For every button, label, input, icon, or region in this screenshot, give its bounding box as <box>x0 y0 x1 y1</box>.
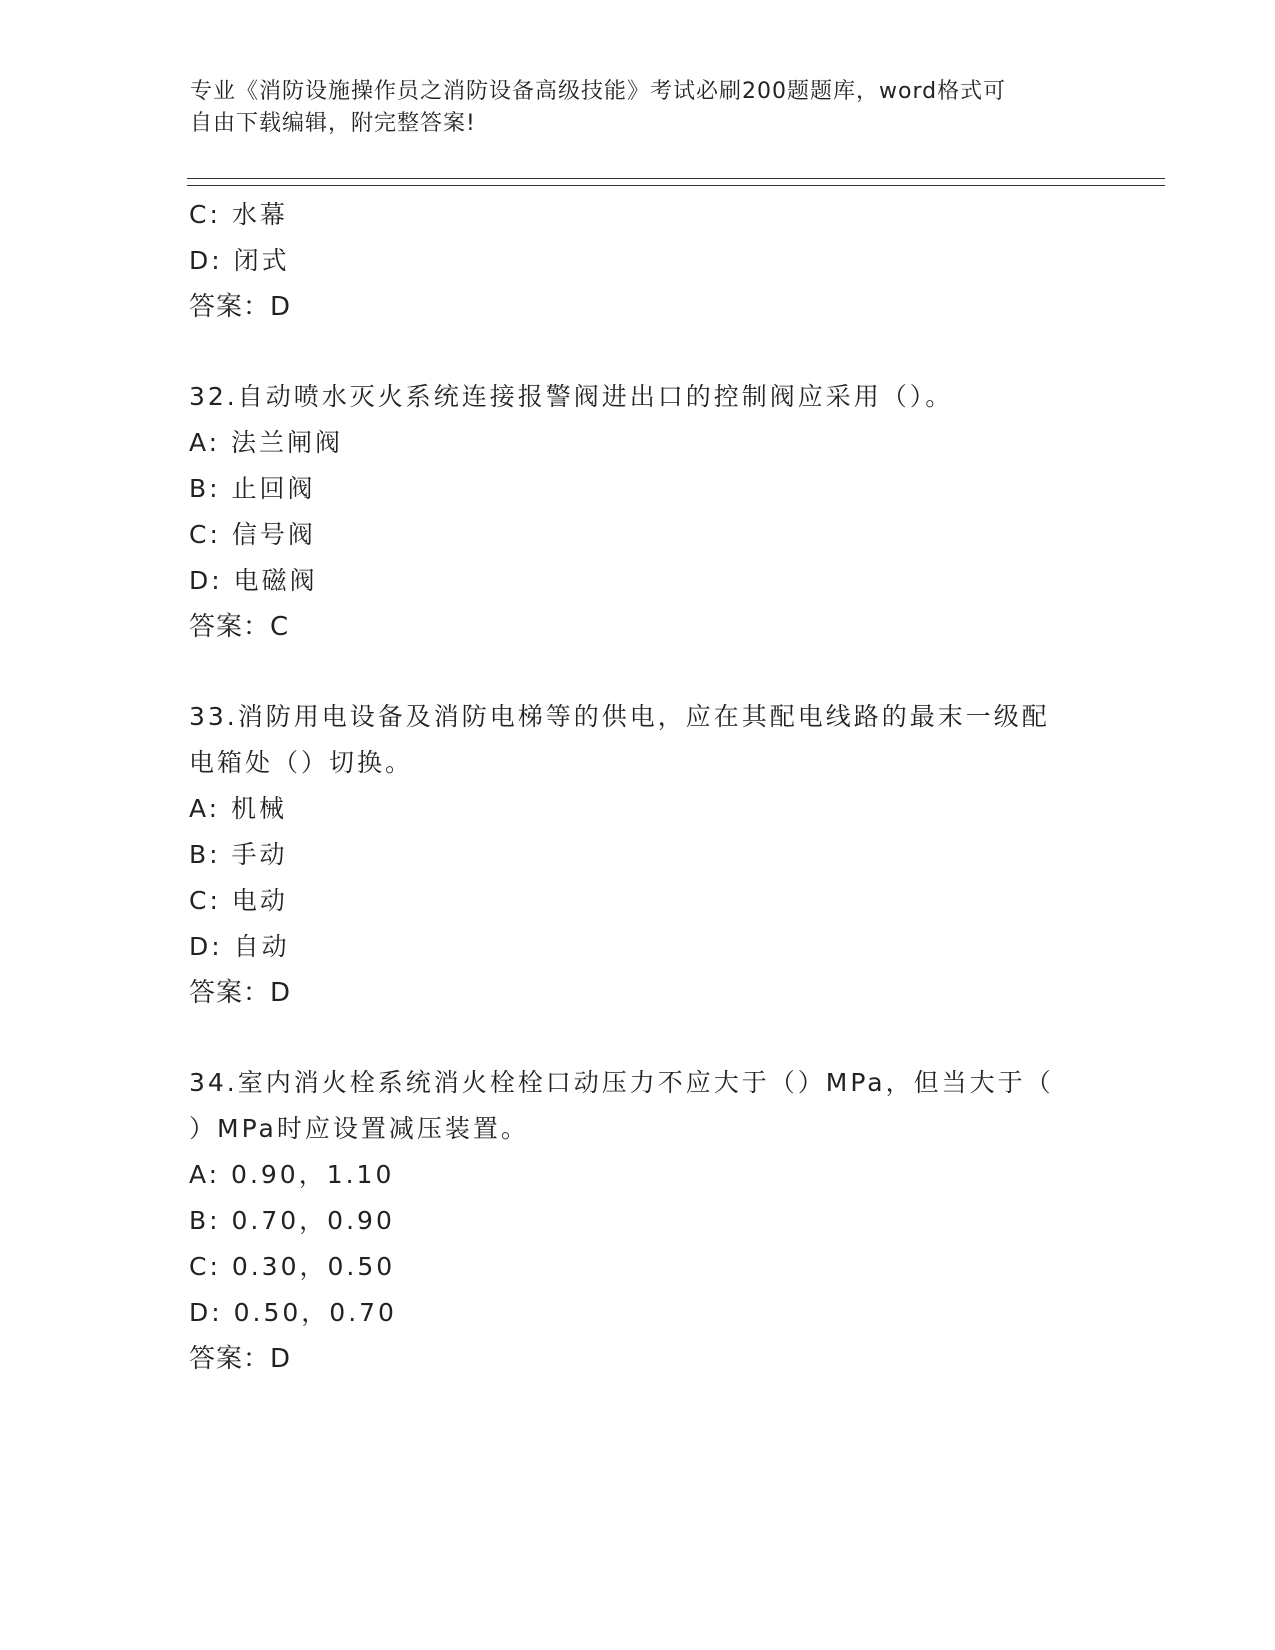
answer-line: 答案：D <box>189 292 292 322</box>
question-32 <box>189 374 1089 650</box>
question-33 <box>189 694 1089 1016</box>
option-d: D: 电磁阀 <box>189 566 318 595</box>
question-stem-line-1: 34.室内消火栓系统消火栓栓口动压力不应大于（）MPa，但当大于（ <box>189 1068 1054 1097</box>
answer-line: 答案：D <box>189 1344 292 1374</box>
option-b: B: 止回阀 <box>189 474 316 503</box>
option-b: B: 手动 <box>189 840 288 869</box>
question-stem-line-2: ）MPa时应设置减压装置。 <box>189 1114 529 1143</box>
spacer <box>189 330 1089 374</box>
header-double-rule <box>187 178 1165 186</box>
question-stem: 32.自动喷水灭火系统连接报警阀进出口的控制阀应采用（）。 <box>189 382 954 411</box>
spacer <box>189 650 1089 694</box>
document-header <box>190 76 1090 140</box>
option-d: D: 0.50，0.70 <box>189 1298 397 1327</box>
answer-line: 答案：D <box>189 978 292 1008</box>
question-stem-line-2: 电箱处（）切换。 <box>189 748 414 777</box>
option-b: B: 0.70，0.90 <box>189 1206 395 1235</box>
option-d: D: 闭式 <box>189 246 290 275</box>
spacer <box>189 1016 1089 1060</box>
option-c: C: 电动 <box>189 886 288 915</box>
option-a: A: 法兰闸阀 <box>189 428 344 457</box>
option-a: A: 机械 <box>189 794 288 823</box>
question-stem-line-1: 33.消防用电设备及消防电梯等的供电，应在其配电线路的最末一级配 <box>189 702 1050 731</box>
question-31-tail <box>189 192 1089 330</box>
header-title-line-2: 自由下载编辑，附完整答案! <box>190 111 476 136</box>
option-c: C: 水幕 <box>189 200 288 229</box>
option-a: A: 0.90，1.10 <box>189 1160 395 1189</box>
option-c: C: 0.30，0.50 <box>189 1252 396 1281</box>
option-c: C: 信号阀 <box>189 520 316 549</box>
header-title-line-1: 专业《消防设施操作员之消防设备高级技能》考试必刷200题题库，word格式可 <box>190 79 1007 104</box>
question-list <box>189 192 1089 1382</box>
answer-line: 答案：C <box>189 612 290 642</box>
question-34 <box>189 1060 1089 1382</box>
option-d: D: 自动 <box>189 932 290 961</box>
